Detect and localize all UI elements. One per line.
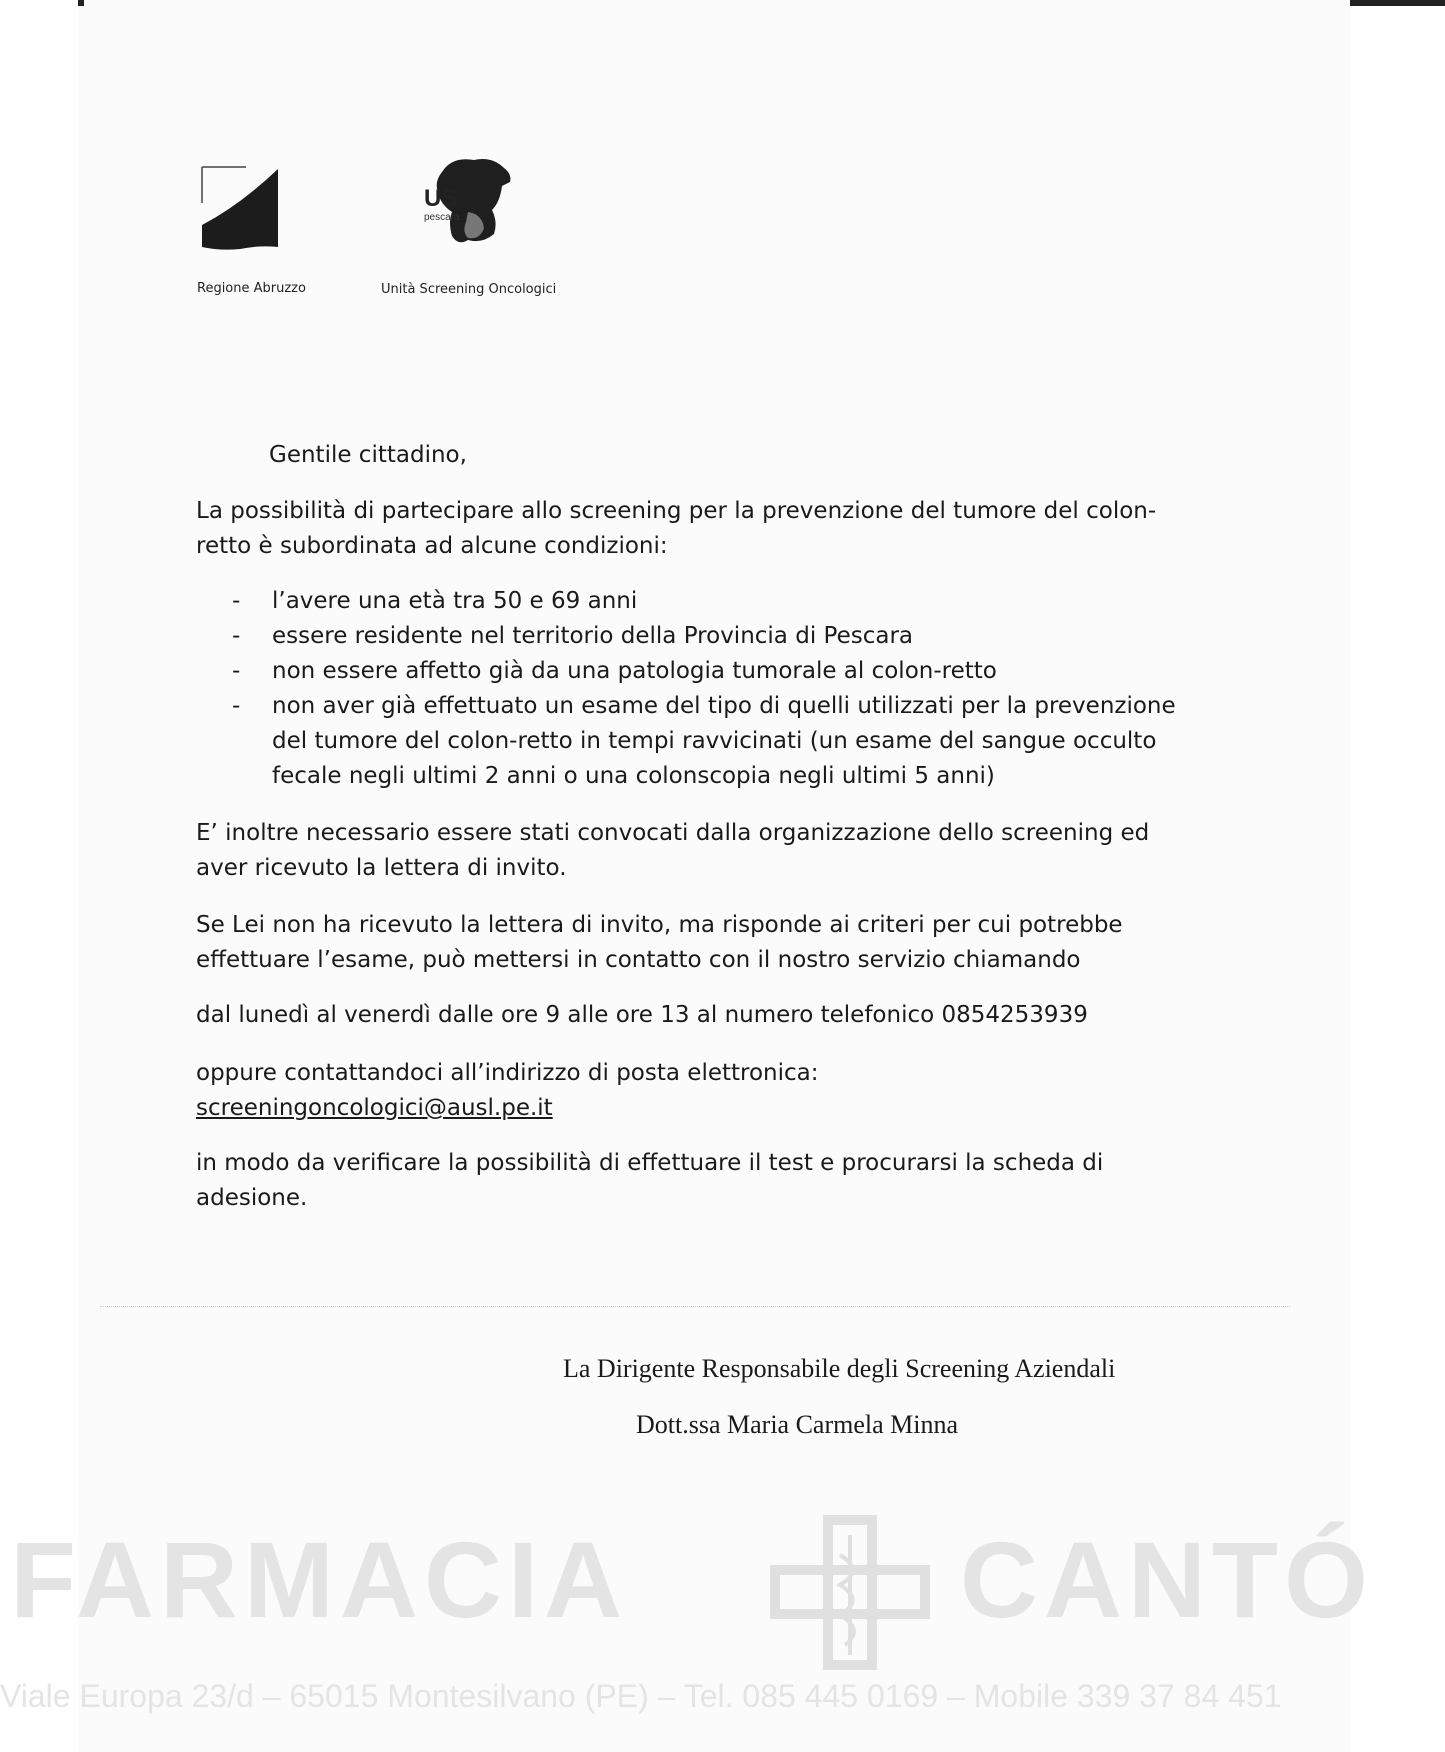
email-paragraph (196, 1056, 1196, 1126)
condition-text: non essere affetto già da una patologia tumorale al colon-retto (272, 658, 997, 684)
watermark-name-left: FARMACIA (10, 1519, 628, 1640)
regione-abruzzo-logo (200, 165, 280, 255)
pharmacy-cross-icon (770, 1515, 930, 1670)
list-item (232, 654, 1212, 689)
signature-name: Dott.ssa Maria Carmela Minna (636, 1410, 959, 1439)
bullet-dash: - (232, 623, 241, 649)
watermark-name-right: CANTÓ (960, 1519, 1374, 1640)
watermark-address: Viale Europa 23/d – 65015 Montesilvano (PE) – Tel. 085 445 0169 – Mobile 339 37 84 451 (0, 1678, 1282, 1714)
email-link[interactable]: screeningoncologici@ausl.pe.it (196, 1095, 553, 1121)
intro-paragraph: La possibilità di partecipare allo screening per la prevenzione del tumore del colon-retto è subordinata ad alcune condizioni: (196, 498, 1157, 559)
condition-text: essere residente nel territorio della Provincia di Pescara (272, 623, 913, 649)
scan-edge (78, 0, 84, 6)
condition-text: l’avere una età tra 50 e 69 anni (272, 588, 638, 614)
usl-pescara-logo (422, 152, 522, 252)
conditions-list (232, 584, 1212, 794)
hours-paragraph: dal lunedì al venerdì dalle ore 9 alle ore 13 al numero telefonico 0854253939 (196, 1002, 1088, 1028)
scan-edge (1350, 0, 1445, 6)
contact-paragraph: Se Lei non ha ricevuto la lettera di invito, ma risponde ai criteri per cui potrebbe effettuare l’esame, può mettersi in contatto con il nostro servizio chiamando (196, 912, 1123, 973)
usl-logo-subtext: pescara (424, 212, 460, 223)
fold-line (100, 1306, 1290, 1307)
logo-label-regione: Regione Abruzzo (197, 281, 306, 296)
list-item (232, 689, 1212, 794)
email-intro: oppure contattandoci all’indirizzo di posta elettronica: (196, 1060, 819, 1086)
closing-paragraph: in modo da verificare la possibilità di effettuare il test e procurarsi la scheda di adesione. (196, 1150, 1104, 1211)
bullet-dash: - (232, 658, 241, 684)
bullet-dash: - (232, 693, 241, 719)
bullet-dash: - (232, 588, 241, 614)
signature-role: La Dirigente Responsabile degli Screening Aziendali (563, 1354, 1116, 1383)
list-item (232, 619, 1212, 654)
condition-text: non aver già effettuato un esame del tipo di quelli utilizzati per la prevenzione del tumore del colon-retto in tempi ravvicinati (un esame del sangue occulto fecale negli ultimi 2 anni o una colonscopia negli ultimi 5 anni) (272, 693, 1176, 789)
usl-logo-text: US (424, 185, 458, 212)
invitation-paragraph: E’ inoltre necessario essere stati convocati dalla organizzazione dello screening ed aver ricevuto la lettera di invito. (196, 820, 1150, 881)
list-item (232, 584, 1212, 619)
greeting: Gentile cittadino, (269, 442, 467, 468)
logo-label-usl: Unità Screening Oncologici (381, 282, 557, 297)
